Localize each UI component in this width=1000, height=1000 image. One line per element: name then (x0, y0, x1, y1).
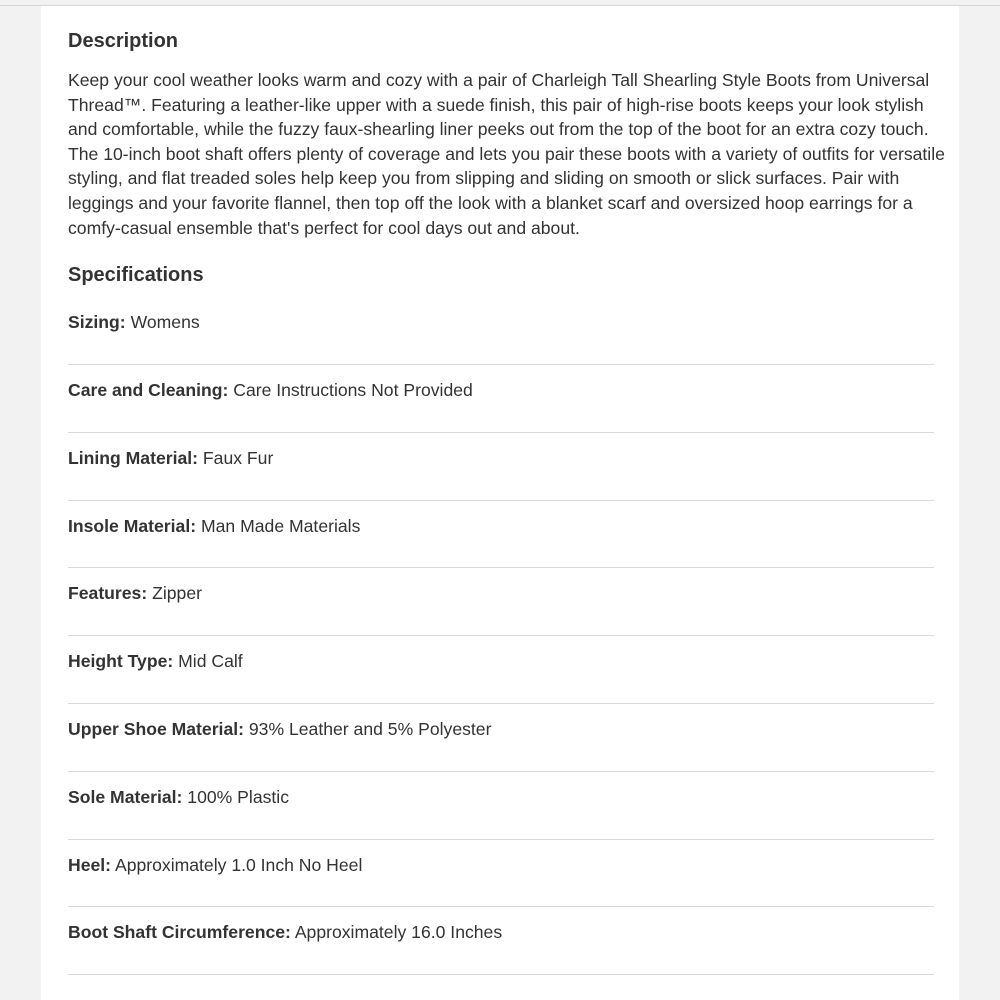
spec-value: 93% Leather and 5% Polyester (248, 718, 492, 739)
spec-label: Insole Material: (68, 515, 197, 536)
spec-label: Boot Shaft Circumference: (68, 922, 291, 943)
specifications-list (68, 297, 934, 975)
description-heading: Description (68, 30, 179, 52)
spec-value: Mid Calf (178, 651, 243, 672)
spec-label: Features: (68, 583, 148, 604)
spec-label: Upper Shoe Material: (68, 718, 244, 739)
spec-row-upper-shoe-material (68, 704, 934, 772)
spec-row-insole-material (68, 501, 934, 569)
spec-value: Womens (130, 312, 200, 333)
spec-row-boot-shaft-circumference (68, 907, 934, 975)
product-details-panel (41, 6, 959, 1000)
spec-value: Man Made Materials (200, 515, 361, 536)
spec-row-features (68, 568, 934, 636)
spec-label: Care and Cleaning: (68, 379, 229, 400)
specifications-heading: Specifications (68, 264, 204, 287)
spec-row-sole-material (68, 772, 934, 840)
description-text: Keep your cool weather looks warm and cozy with a pair of Charleigh Tall Shearling Style Boots from Universal Thread™. Featuring a leather-like upper with a suede finish, this pair of high-rise boots keeps your look stylish and comfortable, while the fuzzy faux-shearling liner peeks out from the top of the boot for an extra cozy touch. The 10-inch boot shaft offers plenty of coverage and lets you pair these boots with a variety of outfits for versatile styling, and flat treaded soles help keep you from slipping and sliding on smooth or slick surfaces. Pair with leggings and your favorite flannel, then top off the look with a blanket scarf and oversized hoop earrings for a comfy-casual ensemble that's perfect for cool days out and about. (68, 70, 945, 238)
spec-value: Approximately 16.0 Inches (294, 922, 503, 943)
spec-value: Approximately 1.0 Inch No Heel (114, 854, 363, 875)
spec-label: Sole Material: (68, 786, 183, 807)
spec-value: Zipper (152, 583, 202, 604)
spec-label: Sizing: (68, 312, 126, 333)
spec-label: Heel: (68, 854, 112, 875)
spec-value: 100% Plastic (187, 786, 290, 807)
spec-value: Faux Fur (202, 447, 274, 468)
spec-row-lining-material (68, 433, 934, 501)
spec-row-care-and-cleaning (68, 365, 934, 433)
spec-row-heel (68, 840, 934, 908)
spec-row-height-type (68, 636, 934, 704)
spec-row-sizing (68, 297, 934, 365)
spec-label: Lining Material: (68, 447, 199, 468)
spec-value: Care Instructions Not Provided (233, 379, 473, 400)
spec-label: Height Type: (68, 651, 174, 672)
